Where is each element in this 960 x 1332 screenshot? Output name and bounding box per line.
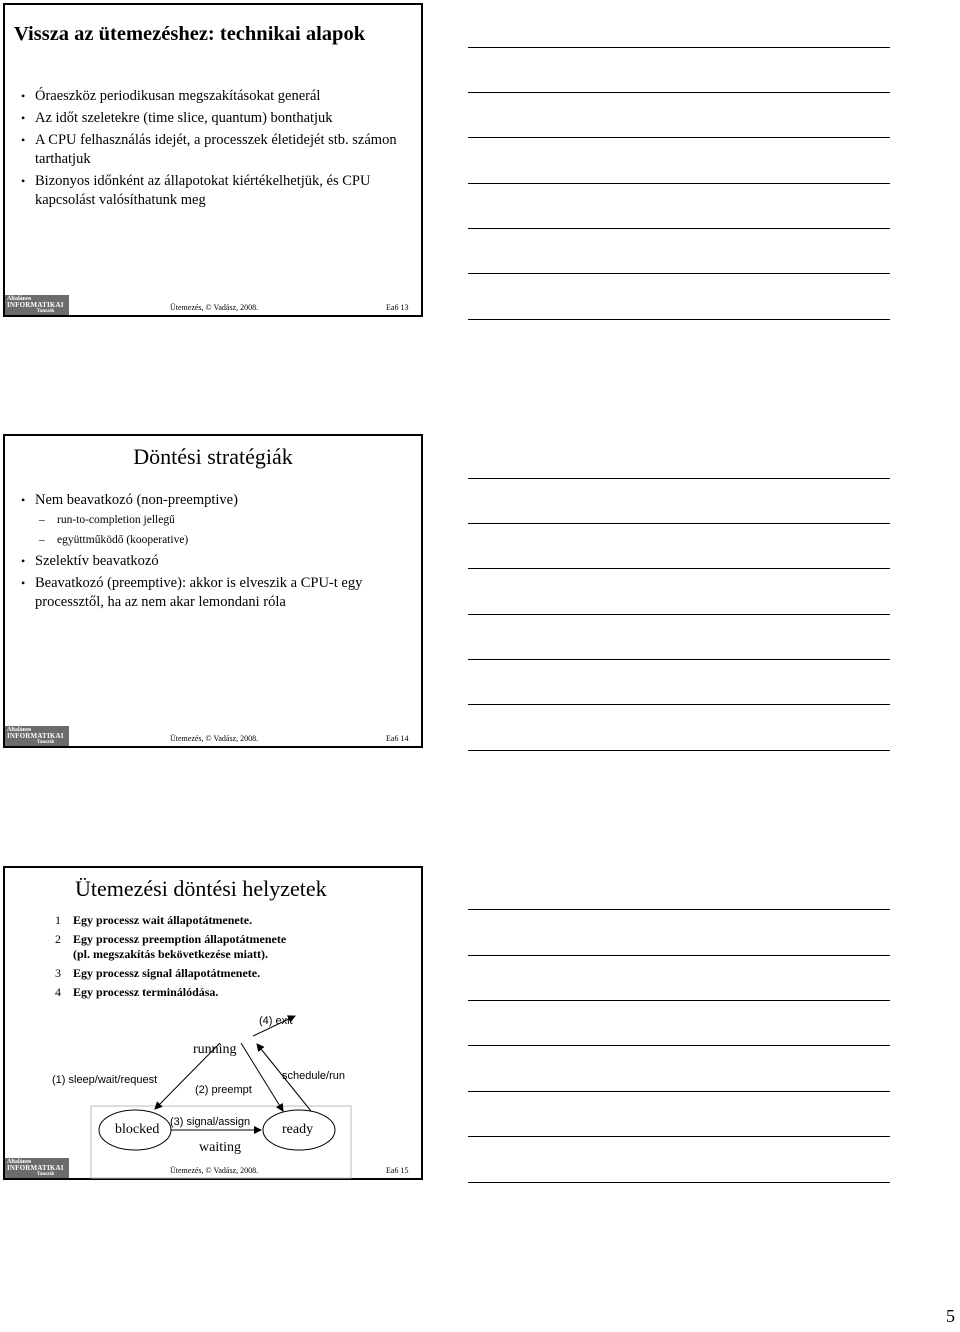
waiting-label: waiting [199,1140,241,1155]
numbered-item: 3 Egy processz signal állapotátmenete. [55,966,261,980]
note-line [468,1000,890,1001]
signal-label: (3) signal/assign [170,1116,251,1128]
numbered-item: 2 Egy processz preemption állapotátmenete (pl. megszakítás bekövetkezése miatt). [55,932,287,961]
bullet-item: • Szelektív beavatkozó [21,553,159,569]
slide-14 [3,434,423,748]
bullet-icon: • [21,89,26,103]
bullet-icon: • [21,111,26,125]
note-line [468,614,890,615]
page-number: 5 [946,1306,955,1326]
slide-title: Ütemezési döntési helyzetek [75,876,327,901]
sleep-label: (1) sleep/wait/request [52,1074,158,1086]
department-logo: Általános INFORMATIKAI Tanszék [5,295,69,315]
preempt-arrow [241,1043,283,1111]
bullet-icon: • [21,174,26,188]
note-line [468,319,890,320]
running-state-label: running [193,1042,237,1057]
bullet-icon: • [21,576,26,590]
exit-label: (4) exit [259,1015,293,1027]
dash-icon: – [39,534,45,546]
slide-footer-left: Ütemezés, © Vadász, 2008. [170,734,259,743]
note-line [468,523,890,524]
bullet-item: • Beavatkozó (preemptive): akkor is elveszik a CPU-t egy processztől, ha az nem akar lemondani róla [21,575,363,610]
slide-title: Vissza az ütemezéshez: technikai alapok [14,23,366,45]
bullet-item: • Nem beavatkozó (non-preemptive) – run-to-completion jellegű – együttműködő (kooperative) [35,491,415,549]
slide-number: Ea6 13 [386,303,409,312]
state-diagram-lines [5,868,425,1182]
note-line [468,750,890,751]
bullet-icon: • [21,554,26,568]
slide-number: Ea6 15 [386,1166,409,1175]
bullet-item: • Óraeszköz periodikusan megszakításokat generál [21,88,321,104]
note-line [468,955,890,956]
note-line [468,478,890,479]
slide-number: Ea6 14 [386,734,409,743]
numbered-item: 1 Egy processz wait állapotátmenete. [55,913,253,927]
department-logo: Általános INFORMATIKAI Tanszék [5,726,69,746]
bullet-icon: • [21,133,26,147]
bullet-item: • A CPU felhasználás idejét, a processzek életidejét stb. számon tarthatjuk [21,132,397,167]
preempt-label: (2) preempt [195,1084,252,1096]
note-line [468,1045,890,1046]
note-line [468,568,890,569]
note-line [468,183,890,184]
department-logo: Általános INFORMATIKAI Tanszék [5,1158,69,1178]
note-line [468,47,890,48]
bullet-icon: • [21,493,26,507]
slide-15 [3,866,423,1180]
sub-bullet: – együttműködő (kooperative) [35,531,415,549]
note-line [468,704,890,705]
state-diagram [5,868,425,1182]
schedule-label: schedule/run [282,1070,345,1082]
note-line [468,1136,890,1137]
bullet-item: • Bizonyos időnként az állapotokat kiértékelhetjük, és CPU kapcsolást valósíthatunk meg [21,173,371,208]
slide-13 [3,3,423,317]
dash-icon: – [39,514,45,526]
bullet-item: • Az időt szeletekre (time slice, quantum) bonthatjuk [21,110,333,126]
note-line [468,137,890,138]
note-line [468,659,890,660]
slide-footer-left: Ütemezés, © Vadász, 2008. [170,303,259,312]
note-line [468,273,890,274]
note-line [468,1091,890,1092]
note-line [468,92,890,93]
numbered-item: 4 Egy processz terminálódása. [55,985,219,999]
bullet-list [21,491,415,615]
blocked-state-label: blocked [115,1122,160,1137]
bullet-list [21,87,415,213]
note-line [468,228,890,229]
slide-footer-left: Ütemezés, © Vadász, 2008. [170,1166,259,1175]
sub-bullet: – run-to-completion jellegű [35,511,415,529]
ready-state-label: ready [282,1122,314,1137]
slide-title: Döntési stratégiák [133,444,293,469]
note-line [468,1182,890,1183]
note-line [468,909,890,910]
